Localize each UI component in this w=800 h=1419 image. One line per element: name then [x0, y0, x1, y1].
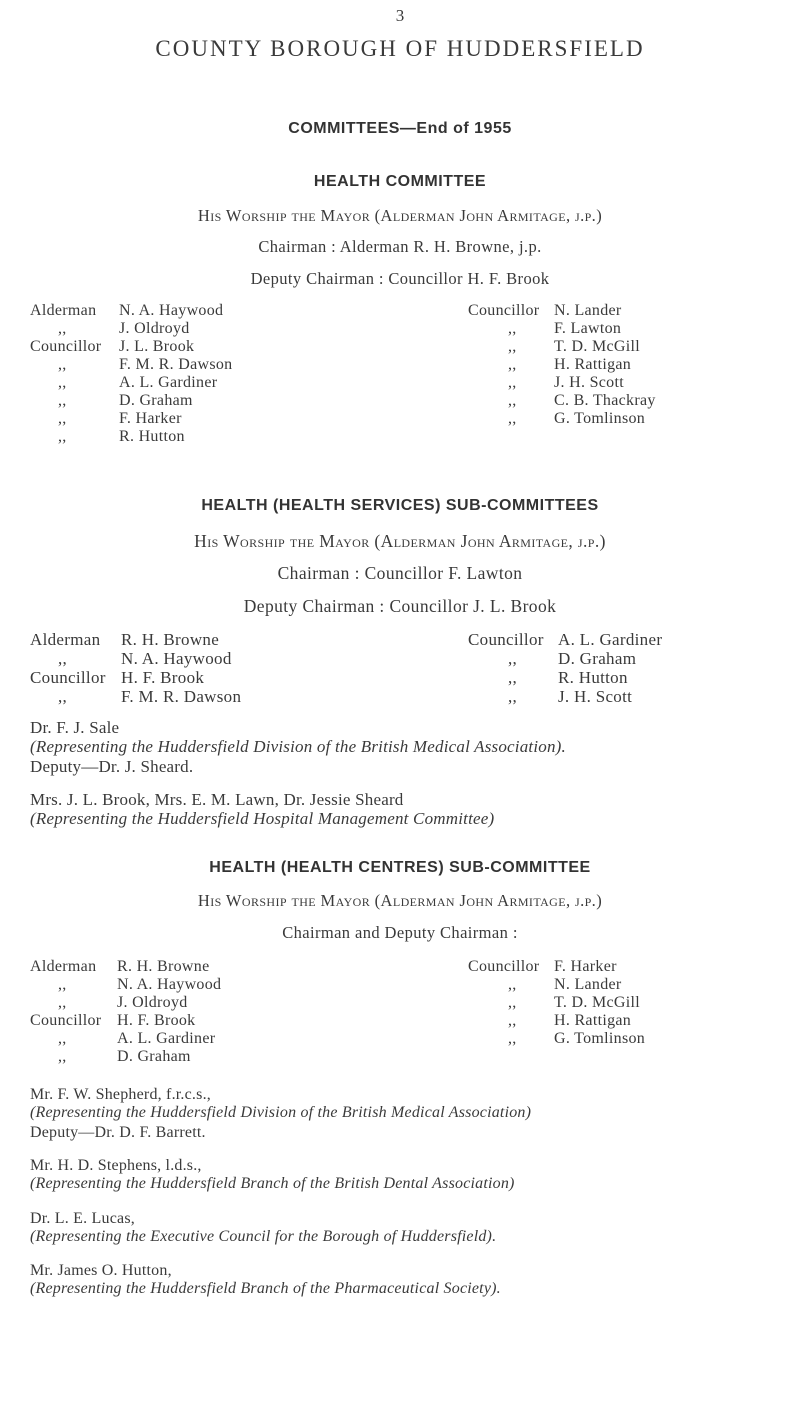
member-row [30, 668, 241, 687]
representative-name: Dr. L. E. Lucas, [30, 1210, 135, 1227]
member-name: T. D. McGill [554, 994, 640, 1011]
borough-title: COUNTY BOROUGH OF HUDDERSFIELD [155, 36, 645, 61]
member-row [468, 374, 656, 392]
member-row [468, 649, 662, 668]
member-name: H. F. Brook [121, 668, 205, 687]
member-title: ,, [58, 356, 67, 373]
member-row [30, 320, 232, 338]
member-row [30, 649, 241, 668]
member-row [468, 994, 645, 1012]
representative [30, 718, 566, 756]
member-title: ,, [508, 410, 517, 427]
member-title: ,, [508, 976, 517, 993]
member-row [468, 958, 645, 976]
member-row [30, 958, 221, 976]
representative-note: (Representing the Huddersfield Hospital Management Committee) [30, 809, 495, 828]
representative [30, 1210, 496, 1246]
member-name: G. Tomlinson [554, 1030, 646, 1047]
member-title: ,, [58, 320, 67, 337]
services-sub-title: HEALTH (HEALTH SERVICES) SUB-COMMITTEES [201, 497, 599, 514]
representative-name: Mr. F. W. Shepherd, f.r.c.s., [30, 1086, 211, 1103]
member-name: H. F. Brook [117, 1012, 196, 1029]
member-title: Alderman [30, 958, 97, 975]
centres-sub-chairman: Chairman and Deputy Chairman : [282, 923, 518, 942]
member-name: N. Lander [554, 302, 622, 319]
member-name: D. Graham [558, 649, 637, 668]
member-title: ,, [58, 976, 67, 993]
member-name: H. Rattigan [554, 356, 632, 373]
member-title: ,, [508, 1012, 517, 1029]
member-title: Alderman [30, 630, 101, 649]
services-sub-mayor: His Worship the Mayor (Alderman John Armitage, j.p.) [194, 531, 606, 551]
health-committee-title: HEALTH COMMITTEE [313, 173, 487, 190]
centres-sub-mayor: His Worship the Mayor (Alderman John Armitage, j.p.) [197, 891, 603, 910]
member-title: ,, [58, 994, 67, 1011]
member-title: Councillor [30, 1012, 102, 1029]
centres-sub-members-right [468, 958, 645, 1048]
member-name: N. A. Haywood [119, 302, 224, 319]
member-title: ,, [508, 994, 517, 1011]
member-name: J. H. Scott [554, 374, 624, 391]
member-row [30, 338, 232, 356]
member-name: D. Graham [117, 1048, 191, 1065]
health-committee-mayor: His Worship the Mayor (Alderman John Armitage, j.p.) [197, 206, 603, 225]
representative-note: (Representing the Executive Council for the Borough of Huddersfield). [30, 1228, 497, 1245]
member-row [30, 392, 232, 410]
member-row [468, 668, 662, 687]
representative-note: (Representing the Huddersfield Division of the British Medical Association) [30, 1104, 532, 1121]
member-name: R. Hutton [119, 428, 185, 445]
member-title: ,, [58, 649, 68, 668]
member-name: J. Oldroyd [117, 994, 188, 1011]
member-name: N. Lander [554, 976, 622, 993]
member-row [468, 392, 656, 410]
member-row [30, 1048, 221, 1066]
member-name: D. Graham [119, 392, 193, 409]
member-title: ,, [508, 668, 518, 687]
member-title: Councillor [30, 668, 106, 687]
member-title: Councillor [30, 338, 102, 355]
representative-note: (Representing the Huddersfield Division of the British Medical Association). [30, 737, 566, 756]
representative-name: Deputy—Dr. J. Sheard. [30, 757, 194, 776]
health-committee-members-left [30, 302, 232, 446]
member-title: ,, [58, 428, 67, 445]
member-row [30, 374, 232, 392]
member-row [30, 687, 241, 706]
representative-name: Deputy—Dr. D. F. Barrett. [30, 1124, 206, 1141]
member-name: A. L. Gardiner [119, 374, 218, 391]
health-committee-deputy: Deputy Chairman : Councillor H. F. Brook [250, 269, 550, 288]
member-row [468, 338, 656, 356]
member-title: ,, [508, 338, 517, 355]
representative [30, 1262, 501, 1298]
member-name: F. Lawton [554, 320, 622, 337]
member-row [30, 410, 232, 428]
centres-sub-title: HEALTH (HEALTH CENTRES) SUB-COMMITTEE [209, 859, 591, 876]
member-title: Alderman [30, 302, 97, 319]
member-row [30, 1030, 221, 1048]
member-row [468, 630, 662, 649]
member-row [30, 630, 241, 649]
member-title: ,, [508, 320, 517, 337]
member-name: J. Oldroyd [119, 320, 190, 337]
member-row [468, 410, 656, 428]
member-name: F. Harker [554, 958, 617, 975]
services-sub-chairman: Chairman : Councillor F. Lawton [277, 563, 523, 583]
services-sub-deputy: Deputy Chairman : Councillor J. L. Brook [243, 596, 557, 616]
representative [30, 1157, 515, 1193]
member-title: ,, [58, 1030, 67, 1047]
member-name: A. L. Gardiner [558, 630, 663, 649]
member-name: N. A. Haywood [117, 976, 222, 993]
member-title: Councillor [468, 958, 540, 975]
member-row [30, 302, 232, 320]
committees-title: COMMITTEES—End of 1955 [288, 120, 512, 137]
member-row [468, 302, 656, 320]
member-row [468, 687, 662, 706]
member-name: R. Hutton [558, 668, 628, 687]
member-name: F. M. R. Dawson [119, 356, 233, 373]
member-name: F. Harker [119, 410, 182, 427]
representative [30, 1086, 531, 1122]
centres-sub-members-left [30, 958, 221, 1066]
member-row [468, 356, 656, 374]
member-row [30, 976, 221, 994]
member-name: N. A. Haywood [121, 649, 232, 668]
member-name: J. L. Brook [119, 338, 195, 355]
member-title: ,, [508, 687, 518, 706]
member-title: Councillor [468, 630, 544, 649]
member-row [468, 1012, 645, 1030]
representative-note: (Representing the Huddersfield Branch of the British Dental Association) [30, 1175, 515, 1192]
member-name: H. Rattigan [554, 1012, 632, 1029]
member-name: R. H. Browne [121, 630, 220, 649]
representative-note: (Representing the Huddersfield Branch of the Pharmaceutical Society). [30, 1280, 501, 1297]
member-title: ,, [58, 410, 67, 427]
representative-deputy [30, 1124, 206, 1142]
member-title: ,, [508, 374, 517, 391]
member-name: J. H. Scott [558, 687, 633, 706]
health-committee-members-right [468, 302, 656, 428]
page-number: 3 [395, 6, 405, 25]
member-row [30, 994, 221, 1012]
member-row [468, 976, 645, 994]
member-title: ,, [508, 392, 517, 409]
member-title: ,, [58, 1048, 67, 1065]
member-title: ,, [58, 687, 68, 706]
member-name: A. L. Gardiner [117, 1030, 216, 1047]
member-name: T. D. McGill [554, 338, 640, 355]
member-title: ,, [508, 1030, 517, 1047]
representative-name: Dr. F. J. Sale [30, 718, 120, 737]
services-sub-members-left [30, 630, 241, 706]
representative-name: Mr. H. D. Stephens, l.d.s., [30, 1157, 202, 1174]
member-row [468, 320, 656, 338]
member-row [30, 1012, 221, 1030]
representative-name: Mrs. J. L. Brook, Mrs. E. M. Lawn, Dr. Jessie Sheard [30, 790, 404, 809]
member-name: G. Tomlinson [554, 410, 646, 427]
member-row [30, 428, 232, 446]
member-title: ,, [58, 374, 67, 391]
representative-name: Mr. James O. Hutton, [30, 1262, 172, 1279]
member-title: ,, [508, 356, 517, 373]
health-committee-chairman: Chairman : Alderman R. H. Browne, j.p. [258, 237, 542, 256]
member-title: Councillor [468, 302, 540, 319]
representative-deputy [30, 757, 193, 776]
member-title: ,, [58, 392, 67, 409]
member-title: ,, [508, 649, 518, 668]
member-row [468, 1030, 645, 1048]
member-name: R. H. Browne [117, 958, 210, 975]
member-name: F. M. R. Dawson [121, 687, 242, 706]
representative [30, 790, 494, 828]
services-sub-members-right [468, 630, 662, 706]
member-row [30, 356, 232, 374]
member-name: C. B. Thackray [554, 392, 656, 409]
